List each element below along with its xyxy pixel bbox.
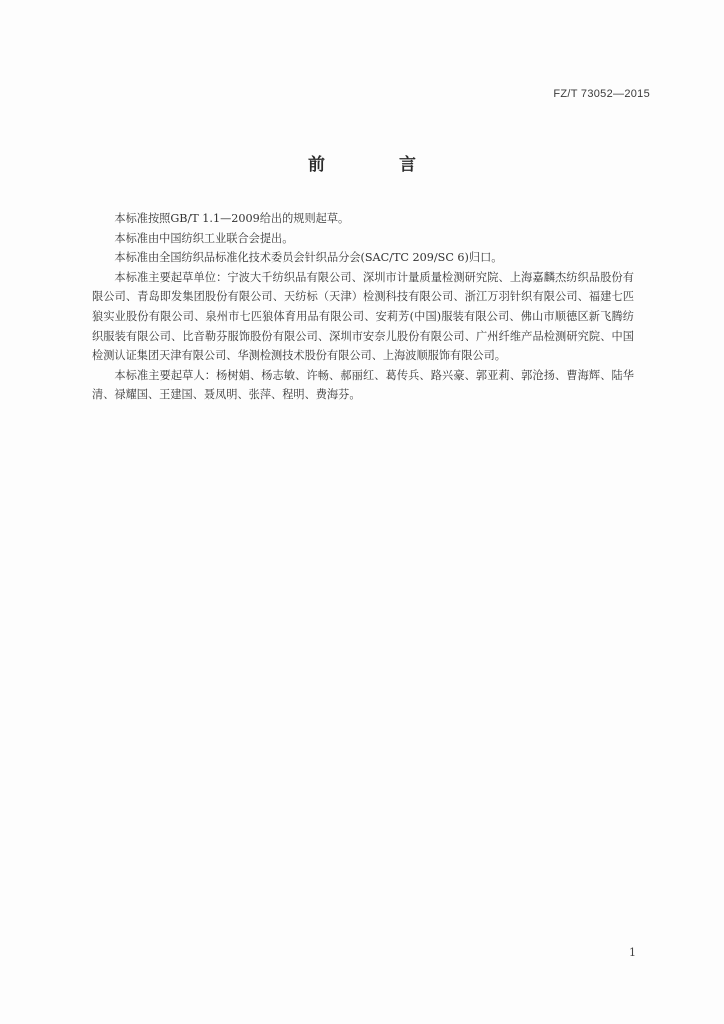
page-title: 前 言: [308, 155, 450, 175]
paragraph-drafting-rules: 本标准按照GB/T 1.1—2009给出的规则起草。: [114, 212, 350, 225]
paragraph-centralized-unit: 本标准由全国纺织品标准化技术委员会针织品分会(SAC/TC 209/SC 6)归口。: [114, 251, 503, 265]
paragraph-drafting-units: 本标准主要起草单位：宁波大千纺织品有限公司、深圳市计量质量检测研究院、上海嘉麟杰纺织品股份有限公司、青岛即发集团股份有限公司、天纺标（天津）检测科技有限公司、浙江万羽针织有限公司、福建七匹狼实业股份有限公司、泉州市七匹狼体育用品有限公司、安莉芳(中国)服装有限公司、佛山市顺德区新飞腾纺织服装有限公司、比音勒芬服饰股份有限公司、深圳市安奈儿股份有限公司、广州纤维产品检测研究院、中国检测认证集团天津有限公司、华测检测技术股份有限公司、上海波顺服饰有限公司。: [92, 270, 634, 363]
paragraph-proposer: 本标准由中国纺织工业联合会提出。: [114, 231, 294, 245]
page-number: 1: [629, 946, 636, 959]
standard-code: FZ/T 73052—2015: [553, 88, 650, 100]
body-text: [92, 209, 634, 405]
paragraph-drafters: 本标准主要起草人：杨树娟、杨志敏、许畅、郝丽红、葛传兵、路兴豪、郭亚莉、郭沧扬、曹海辉、陆华清、禄耀国、王建国、聂凤明、张萍、程明、费海芬。: [92, 368, 634, 402]
